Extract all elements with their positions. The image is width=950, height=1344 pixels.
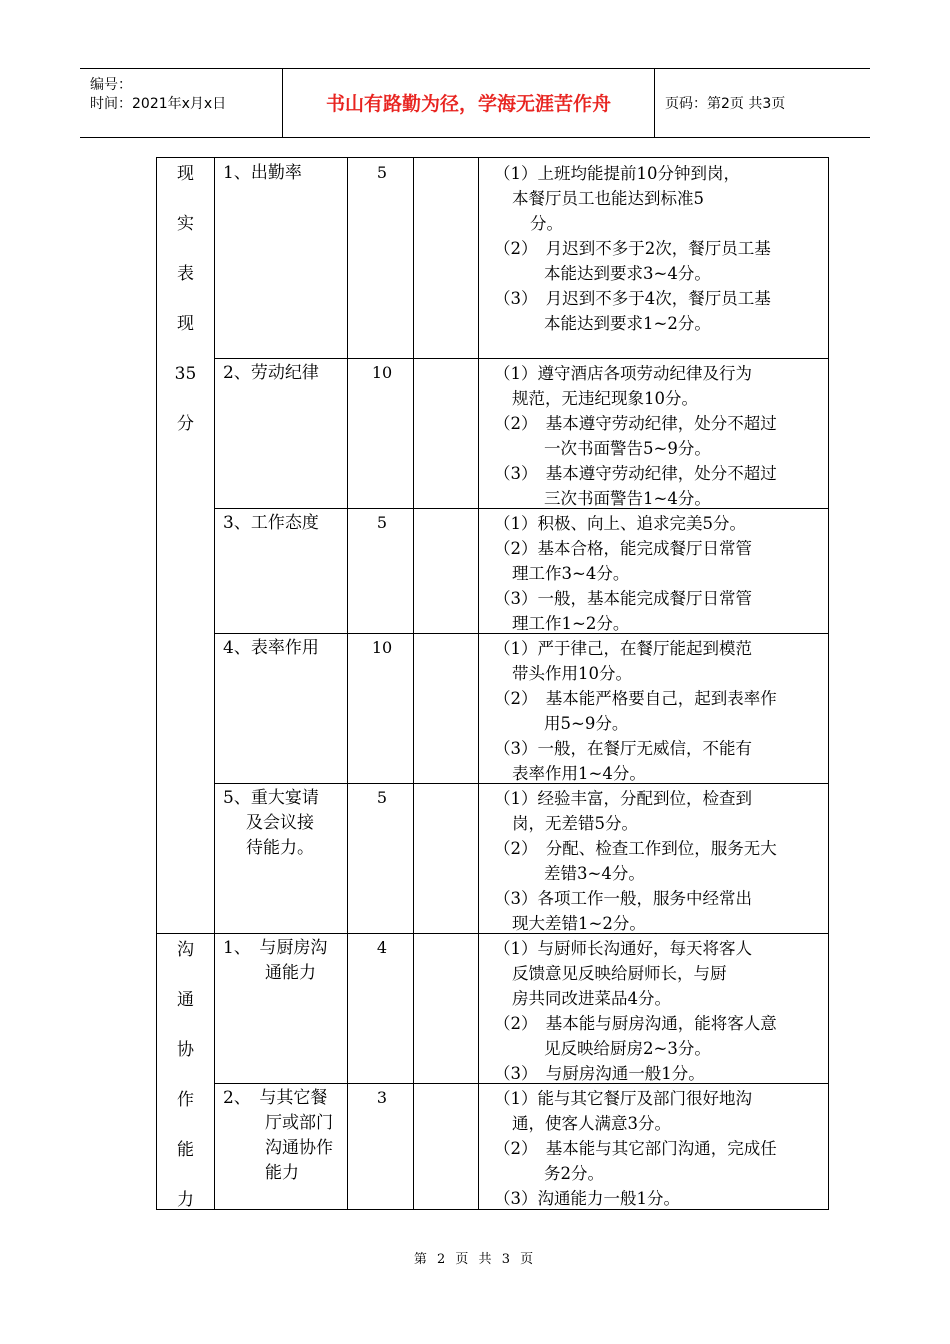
header-meta <box>80 69 283 137</box>
row-name: 3、工作态度 <box>223 513 319 533</box>
row-criteria: （1）积极、向上、追求完美5分。 （2）基本合格，能完成餐厅日常管 理工作3~4分。 （3）一般，基本能完成餐厅日常管 理工作1~2分。 <box>494 514 752 633</box>
page-info: 页码：第2页 共3页 <box>665 96 786 112</box>
row-score: 5 <box>376 163 388 182</box>
row-name: 2、劳动纪律 <box>223 363 319 383</box>
page-footer: 第 2 页 共 3 页 <box>413 1252 537 1267</box>
row-criteria: （1）经验丰富，分配到位，检查到 岗，无差错5分。 （2） 分配、检查工作到位，服务无大 差错3~4分。 （3）各项工作一般，服务中经常出 现大差错1~2分。 <box>494 789 777 933</box>
row-score: 5 <box>376 788 388 807</box>
category-communication: 沟 通 协 作 能 力 <box>177 940 194 1210</box>
row-score: 10 <box>371 638 393 657</box>
row-name: 4、表率作用 <box>223 638 319 658</box>
row-name: 1、 与厨房沟 通能力 <box>223 938 328 983</box>
row-score: 3 <box>376 1088 388 1107</box>
row-criteria: （1）与厨师长沟通好，每天将客人 反馈意见反映给厨师长，与厨 房共同改进菜品4分。 （2） 基本能与厨房沟通，能将客人意 见反映给厨房2~3分。 （3） 与厨房沟通一般1分。 <box>494 939 777 1083</box>
row-criteria: （1）严于律己，在餐厅能起到模范 带头作用10分。 （2） 基本能严格要自己，起到表率作 用5~9分。 （3）一般，在餐厅无威信，不能有 表率作用1~4分。 <box>494 639 777 783</box>
row-score: 10 <box>371 363 393 382</box>
page-header <box>80 68 870 138</box>
row-name: 1、出勤率 <box>223 163 302 183</box>
row-name: 5、重大宴请 及会议接 待能力。 <box>223 788 319 858</box>
category-performance: 现 实 表 现 35 分 <box>174 164 197 434</box>
number-label: 编号： <box>90 77 132 93</box>
evaluation-table <box>156 157 829 1210</box>
row-name: 2、 与其它餐 厅或部门 沟通协作 能力 <box>223 1088 333 1183</box>
row-score: 4 <box>376 938 388 957</box>
date-label: 时间：2021年x月x日 <box>90 96 227 112</box>
row-criteria: （1）遵守酒店各项劳动纪律及行为 规范，无违纪现象10分。 （2） 基本遵守劳动纪律，处分不超过 一次书面警告5~9分。 （3） 基本遵守劳动纪律，处分不超过 三次书面警告1~4分。 <box>494 364 777 508</box>
motto: 书山有路勤为径，学海无涯苦作舟 <box>283 69 655 137</box>
row-criteria: （1）上班均能提前10分钟到岗， 本餐厅员工也能达到标准5 分。 （2） 月迟到不多于2次，餐厅员工基 本能达到要求3~4分。 （3） 月迟到不多于4次，餐厅员工基 本能达到要求1~2分。 <box>494 164 771 333</box>
row-criteria: （1）能与其它餐厅及部门很好地沟 通，使客人满意3分。 （2） 基本能与其它部门沟通，完成任 务2分。 （3）沟通能力一般1分。 <box>494 1089 777 1208</box>
row-score: 5 <box>376 513 388 532</box>
